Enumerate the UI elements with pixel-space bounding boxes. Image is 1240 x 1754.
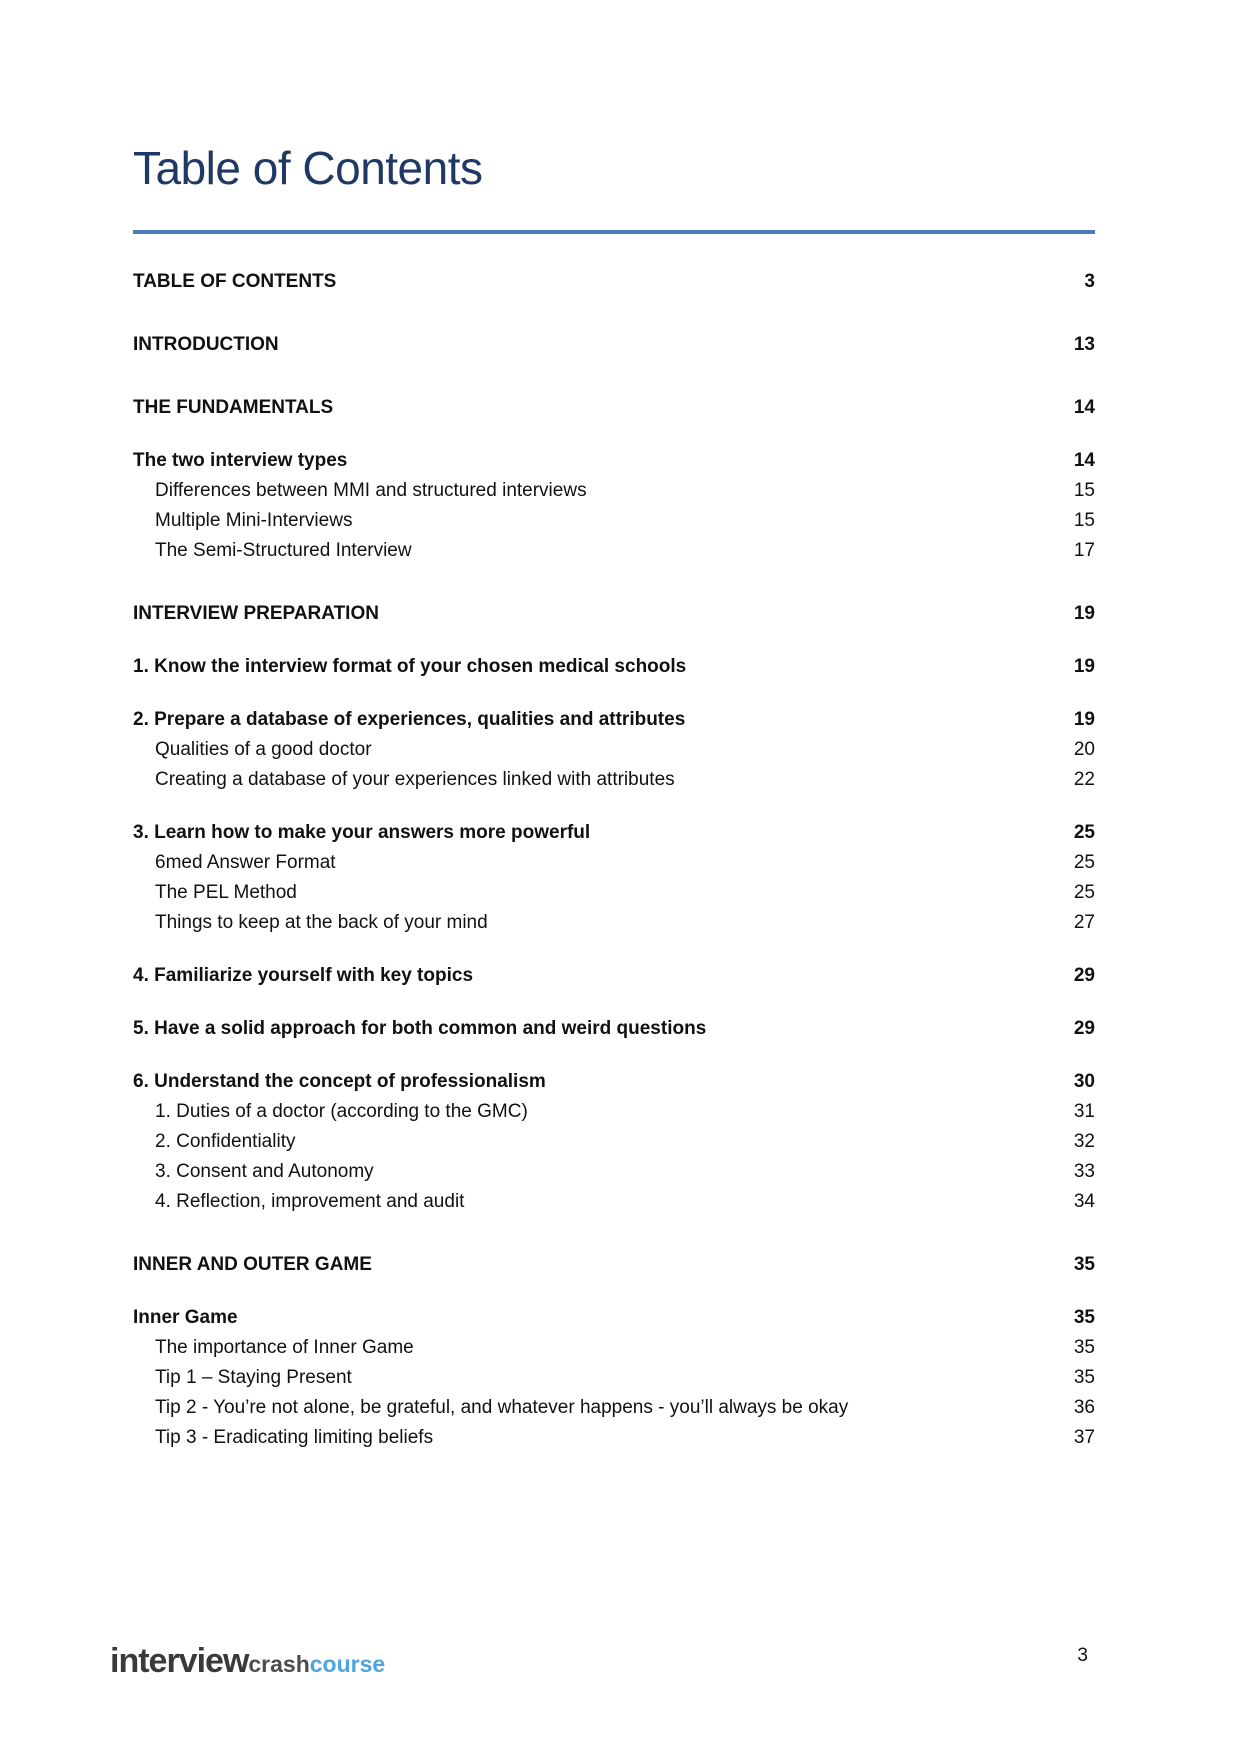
toc-entry-page-number: 35 [1073, 1253, 1095, 1275]
toc-entry-page-number: 35 [1073, 1336, 1095, 1358]
toc-entry-label: Qualities of a good doctor [155, 738, 372, 760]
toc-entry[interactable] [133, 536, 1095, 566]
toc-entry[interactable] [133, 705, 1095, 735]
toc-entry-page-number: 36 [1073, 1396, 1095, 1418]
toc-entry-label: 4. Familiarize yourself with key topics [133, 964, 474, 986]
toc-entry[interactable] [133, 446, 1095, 476]
toc-entry[interactable] [133, 330, 1095, 360]
toc-entry[interactable] [133, 961, 1095, 991]
toc-entry-label: 2. Confidentiality [155, 1130, 296, 1152]
toc-entry-page-number: 29 [1073, 1017, 1095, 1039]
toc-entry-page-number: 3 [1084, 270, 1095, 292]
brand-logo-crash-text: crash [248, 1651, 310, 1677]
toc-entry-page-number: 31 [1073, 1100, 1095, 1122]
footer-page-number: 3 [1077, 1645, 1088, 1666]
toc-entry-label: The two interview types [133, 449, 348, 471]
toc-entry[interactable] [133, 735, 1095, 765]
toc-entry-label: 3. Learn how to make your answers more powerful [133, 821, 591, 843]
toc-entry-label: Tip 1 – Staying Present [155, 1366, 352, 1388]
toc-entry-page-number: 14 [1073, 449, 1095, 471]
brand-logo [110, 1644, 385, 1678]
toc-entry-label: 6med Answer Format [155, 851, 336, 873]
toc-entry[interactable] [133, 1250, 1095, 1280]
toc-entry[interactable] [133, 1097, 1095, 1127]
toc-entry-page-number: 30 [1073, 1070, 1095, 1092]
brand-logo-course-text: course [309, 1651, 386, 1677]
toc-entry-label: Tip 2 - You’re not alone, be grateful, and whatever happens - you’ll always be okay [155, 1396, 849, 1418]
toc-entry[interactable] [133, 1423, 1095, 1453]
toc-entry-page-number: 32 [1073, 1130, 1095, 1152]
toc-entry-page-number: 19 [1073, 655, 1095, 677]
toc-entry[interactable] [133, 1127, 1095, 1157]
toc-entry-page-number: 19 [1073, 602, 1095, 624]
toc-entry-page-number: 15 [1073, 479, 1095, 501]
toc-entry[interactable] [133, 1157, 1095, 1187]
toc-entry[interactable] [133, 476, 1095, 506]
toc-entry-page-number: 37 [1073, 1426, 1095, 1448]
brand-logo-interview-text: interview [110, 1642, 249, 1680]
toc-entry-label: 2. Prepare a database of experiences, qualities and attributes [133, 708, 686, 730]
toc-entry[interactable] [133, 267, 1095, 297]
toc-entry[interactable] [133, 1303, 1095, 1333]
toc-entry-label: Creating a database of your experiences linked with attributes [155, 768, 675, 790]
toc-entry[interactable] [133, 1187, 1095, 1217]
toc-entry-page-number: 25 [1073, 851, 1095, 873]
table-of-contents-list [133, 267, 1095, 1453]
toc-entry-label: Differences between MMI and structured interviews [155, 479, 587, 501]
toc-entry-page-number: 22 [1073, 768, 1095, 790]
toc-entry-label: 1. Know the interview format of your chosen medical schools [133, 655, 687, 677]
toc-entry[interactable] [133, 599, 1095, 629]
toc-entry-page-number: 25 [1073, 881, 1095, 903]
toc-entry-label: THE FUNDAMENTALS [133, 396, 334, 418]
toc-entry-label: 5. Have a solid approach for both common and weird questions [133, 1017, 707, 1039]
toc-entry[interactable] [133, 393, 1095, 423]
toc-entry-page-number: 29 [1073, 964, 1095, 986]
toc-entry[interactable] [133, 908, 1095, 938]
toc-entry[interactable] [133, 506, 1095, 536]
toc-entry-label: INNER AND OUTER GAME [133, 1253, 372, 1275]
toc-entry-page-number: 35 [1073, 1366, 1095, 1388]
toc-entry-page-number: 35 [1073, 1306, 1095, 1328]
toc-entry-label: Things to keep at the back of your mind [155, 911, 488, 933]
toc-entry-page-number: 25 [1073, 821, 1095, 843]
toc-entry-label: INTERVIEW PREPARATION [133, 602, 379, 624]
toc-entry-page-number: 34 [1073, 1190, 1095, 1212]
toc-entry-page-number: 27 [1073, 911, 1095, 933]
toc-entry-page-number: 17 [1073, 539, 1095, 561]
toc-entry[interactable] [133, 765, 1095, 795]
toc-entry-page-number: 19 [1073, 708, 1095, 730]
title-underline-rule [133, 230, 1095, 234]
toc-entry[interactable] [133, 818, 1095, 848]
toc-entry-label: 4. Reflection, improvement and audit [155, 1190, 465, 1212]
toc-entry-label: Multiple Mini-Interviews [155, 509, 353, 531]
toc-entry-label: INTRODUCTION [133, 333, 279, 355]
toc-entry-page-number: 33 [1073, 1160, 1095, 1182]
toc-entry-label: The PEL Method [155, 881, 297, 903]
toc-entry[interactable] [133, 1067, 1095, 1097]
toc-entry-page-number: 20 [1073, 738, 1095, 760]
toc-entry[interactable] [133, 848, 1095, 878]
page-title: Table of Contents [133, 142, 483, 194]
toc-entry-page-number: 13 [1073, 333, 1095, 355]
toc-entry[interactable] [133, 1393, 1095, 1423]
toc-entry[interactable] [133, 878, 1095, 908]
toc-entry-label: TABLE OF CONTENTS [133, 270, 337, 292]
toc-entry-page-number: 14 [1073, 396, 1095, 418]
toc-entry[interactable] [133, 1363, 1095, 1393]
toc-entry-label: The Semi-Structured Interview [155, 539, 412, 561]
toc-entry-page-number: 15 [1073, 509, 1095, 531]
toc-entry-label: 1. Duties of a doctor (according to the GMC) [155, 1100, 528, 1122]
toc-entry-label: Inner Game [133, 1306, 238, 1328]
toc-entry[interactable] [133, 1014, 1095, 1044]
toc-entry-label: Tip 3 - Eradicating limiting beliefs [155, 1426, 434, 1448]
toc-entry-label: 3. Consent and Autonomy [155, 1160, 374, 1182]
toc-entry[interactable] [133, 652, 1095, 682]
toc-entry-label: 6. Understand the concept of professionalism [133, 1070, 546, 1092]
toc-entry[interactable] [133, 1333, 1095, 1363]
toc-entry-label: The importance of Inner Game [155, 1336, 414, 1358]
